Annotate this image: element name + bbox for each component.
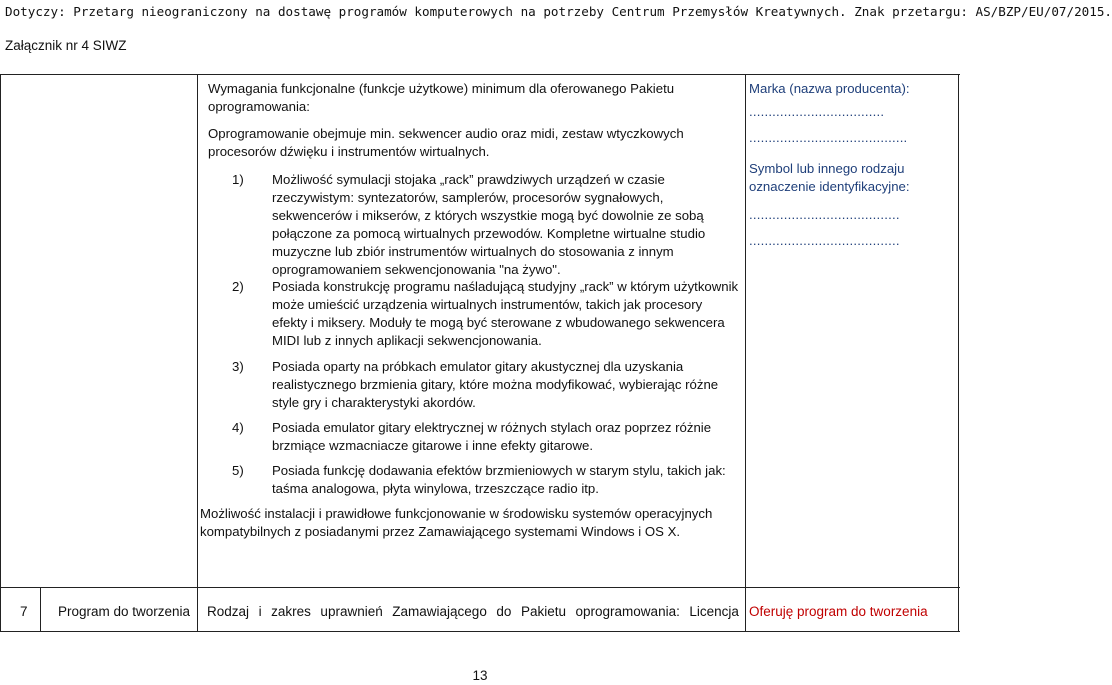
table-right-border xyxy=(958,74,959,632)
brand-dots-2: ......................................... xyxy=(749,130,908,145)
item-text xyxy=(272,419,742,455)
item-line: sekwencerów i mikserów, z których wszystkie mogą być dowolnie ze sobą xyxy=(272,208,704,223)
column-divider-desc xyxy=(197,74,198,632)
item-line: Posiada emulator gitary elektrycznej w różnych stylach oraz poprzez różnie xyxy=(272,420,712,435)
item-number: 3) xyxy=(232,359,244,374)
requirements-intro-line2: oprogramowania: xyxy=(208,99,310,114)
row-divider xyxy=(0,587,960,588)
symbol-dots-2: ....................................... xyxy=(749,233,900,248)
row7-description: Rodzaj i zakres uprawnień Zamawiającego do Pakietu oprogramowania: Licencja xyxy=(207,604,739,619)
column-divider-offer xyxy=(745,74,746,632)
row7-name: Program do tworzenia xyxy=(58,604,191,619)
requirements-intro-line1: Wymagania funkcjonalne (funkcje użytkowe) minimum dla oferowanego Pakietu xyxy=(208,81,675,96)
attachment-label: Załącznik nr 4 SIWZ xyxy=(5,38,127,53)
item-number: 4) xyxy=(232,420,244,435)
item-text xyxy=(272,358,742,412)
os-line1: Możliwość instalacji i prawidłowe funkcjonowanie w środowisku systemów operacyjnych xyxy=(200,506,713,521)
item-line: efekty i miksery. Moduły te mogą być sterowane z wbudowanego sekwencera xyxy=(272,315,725,330)
requirements-intro xyxy=(208,80,742,98)
symbol-dots-1: ....................................... xyxy=(749,207,900,222)
item-line: taśma analogowa, płyta winylowa, trzeszczące radio itp. xyxy=(272,481,599,496)
os-compatibility xyxy=(200,505,742,541)
item-line: Posiada oparty na próbkach emulator gitary akustycznej dla uzyskania xyxy=(272,359,684,374)
item-line: Posiada funkcję dodawania efektów brzmieniowych w starym stylu, takich jak: xyxy=(272,463,726,478)
row7-offer: Oferuję program do tworzenia xyxy=(749,604,928,619)
item-line: brzmiące wzmacniacze gitarowe i inne efekty gitarowe. xyxy=(272,438,594,453)
item-line: muzyczne lub zbiór instrumentów wirtualnych do stosowania z innym xyxy=(272,244,674,259)
brand-label: Marka (nazwa producenta): xyxy=(749,81,910,96)
item-line: Możliwość symulacji stojaka „rack” prawdziwych urządzeń w czasie xyxy=(272,172,665,187)
item-line: realistycznego brzmienia gitary, które można modyfikować, wybierając różne xyxy=(272,377,719,392)
column-divider-number xyxy=(40,587,41,632)
scope-line2: procesorów dźwięku i instrumentów wirtualnych. xyxy=(208,144,490,159)
item-text xyxy=(272,278,742,350)
document-header-title: Dotyczy: Przetarg nieograniczony na dostawę programów komputerowych na potrzeby Centrum Przemysłów Kreatywnych. Znak przetargu: AS/BZP/EU/07/2015. xyxy=(5,4,1112,19)
page-number: 13 xyxy=(472,668,488,683)
symbol-label-line1: Symbol lub innego rodzaju xyxy=(749,161,905,176)
item-line: może umieścić urządzenia wirtualnych instrumentów, takich jak procesory xyxy=(272,297,703,312)
item-number: 2) xyxy=(232,279,244,294)
requirements-intro-cont xyxy=(208,98,742,116)
table-bottom-border xyxy=(0,631,960,632)
symbol-label xyxy=(749,160,954,196)
item-line: oprogramowaniem sekwencjonowania "na żywo". xyxy=(272,262,561,277)
scope-text-cont xyxy=(208,143,742,161)
item-text xyxy=(272,171,742,279)
table-top-border xyxy=(0,74,960,75)
os-line2: kompatybilnych z posiadanymi przez Zamawiającego systemami Windows i OS X. xyxy=(200,524,681,539)
item-line: połączone za pomocą wirtualnych przewodów. Kompletne wirtualne studio xyxy=(272,226,706,241)
item-line: rzeczywistym: syntezatorów, samplerów, procesorów sygnałowych, xyxy=(272,190,664,205)
scope-text xyxy=(208,125,742,143)
item-line: MIDI lub z innych aplikacji sekwencjonowania. xyxy=(272,333,542,348)
item-number: 1) xyxy=(232,172,244,187)
item-text xyxy=(272,462,742,498)
brand-dots-1: ................................... xyxy=(749,104,885,119)
symbol-label-line2: oznaczenie identyfikacyjne: xyxy=(749,179,910,194)
item-line: style gry i charakterystyki akordów. xyxy=(272,395,476,410)
scope-line1: Oprogramowanie obejmuje min. sekwencer audio oraz midi, zestaw wtyczkowych xyxy=(208,126,684,141)
item-line: Posiada konstrukcję programu naśladującą studyjny „rack” w którym użytkownik xyxy=(272,279,739,294)
item-number: 5) xyxy=(232,463,244,478)
table-left-border xyxy=(0,74,1,632)
row7-number: 7 xyxy=(20,604,28,619)
